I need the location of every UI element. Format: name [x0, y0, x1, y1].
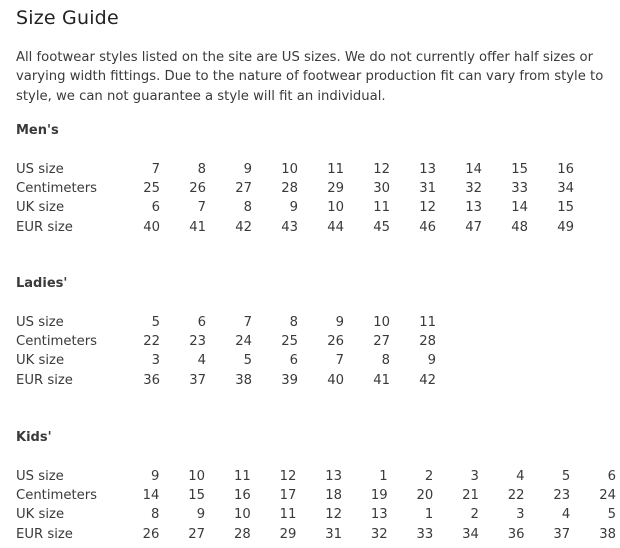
- size-value: 26: [327, 334, 344, 350]
- table-row: [16, 505, 616, 524]
- size-value: 14: [142, 488, 160, 504]
- size-value: 39: [281, 372, 298, 388]
- size-value: 32: [370, 526, 388, 542]
- size-value: 5: [607, 507, 616, 523]
- size-value: 10: [373, 315, 390, 330]
- size-value: 10: [327, 200, 344, 216]
- table-row: [16, 179, 574, 198]
- size-value: 40: [327, 372, 344, 388]
- size-value: 4: [197, 353, 206, 369]
- page-title: Size Guide: [16, 7, 119, 29]
- section-heading: Ladies': [16, 276, 68, 291]
- size-value: 44: [327, 219, 344, 235]
- table-row: [16, 218, 574, 237]
- size-value: 28: [281, 181, 298, 197]
- size-value: 1: [379, 469, 388, 484]
- size-value: 6: [151, 200, 160, 216]
- size-value: 32: [465, 181, 482, 197]
- size-value: 37: [189, 372, 206, 388]
- size-value: 8: [151, 507, 160, 523]
- size-value: 4: [516, 469, 525, 484]
- row-label: Centimeters: [16, 181, 98, 197]
- size-value: 31: [419, 181, 436, 197]
- size-value: 48: [511, 219, 528, 235]
- size-value: 25: [281, 334, 298, 350]
- size-value: 34: [462, 526, 479, 542]
- size-value: 38: [235, 372, 252, 388]
- intro-text: All footwear styles listed on the site are US sizes. We do not currently offer half sizes or varying width fittings. Due to the nature of footwear production fit can vary from style to style, we can not guarantee a style will fit an individual.: [16, 50, 604, 104]
- size-value: 11: [233, 469, 251, 484]
- kids-section: [16, 430, 616, 542]
- size-value: 29: [327, 181, 344, 197]
- size-value: 31: [325, 526, 342, 542]
- row-label: UK size: [16, 200, 65, 216]
- size-value: 13: [370, 507, 388, 523]
- size-value: 3: [151, 353, 160, 369]
- table-row: [16, 486, 616, 505]
- size-value: 8: [289, 315, 298, 330]
- section-heading: Men's: [16, 123, 59, 138]
- size-value: 14: [511, 200, 528, 216]
- size-value: 28: [419, 334, 436, 350]
- mens-section: [16, 123, 616, 235]
- row-label: US size: [16, 469, 64, 484]
- size-value: 16: [233, 488, 251, 504]
- size-value: 17: [279, 488, 297, 504]
- size-value: 9: [151, 469, 160, 484]
- size-value: 5: [561, 469, 571, 484]
- size-value: 49: [557, 219, 574, 235]
- size-value: 13: [419, 162, 436, 177]
- size-value: 15: [188, 488, 206, 504]
- size-value: 33: [416, 526, 434, 542]
- size-value: 8: [381, 353, 390, 369]
- size-value: 3: [516, 507, 525, 523]
- size-value: 7: [243, 315, 252, 330]
- size-value: 2: [424, 469, 434, 484]
- table-row: [16, 467, 616, 486]
- row-label: Centimeters: [16, 334, 98, 350]
- table-row: [16, 313, 436, 332]
- table-row: [16, 351, 436, 370]
- size-value: 22: [143, 334, 160, 350]
- row-label: EUR size: [16, 526, 73, 542]
- size-value: 41: [189, 219, 206, 235]
- size-value: 40: [143, 219, 160, 235]
- size-value: 10: [188, 469, 206, 484]
- size-value: 11: [373, 200, 390, 216]
- size-value: 7: [197, 200, 206, 216]
- size-value: 7: [335, 353, 344, 369]
- table-row: [16, 371, 436, 390]
- row-label: UK size: [16, 507, 65, 523]
- size-value: 24: [599, 488, 616, 504]
- size-value: 10: [281, 162, 298, 177]
- size-value: 4: [561, 507, 571, 523]
- size-value: 18: [325, 488, 342, 504]
- size-value: 9: [243, 162, 252, 177]
- size-value: 12: [419, 200, 436, 216]
- ladies-size-table: [16, 313, 436, 390]
- ladies-section: [16, 276, 616, 388]
- size-value: 16: [557, 162, 574, 177]
- size-value: 2: [470, 507, 479, 523]
- row-label: US size: [16, 162, 64, 177]
- size-value: 13: [325, 469, 342, 484]
- size-value: 15: [557, 200, 574, 216]
- size-value: 37: [553, 526, 571, 542]
- size-value: 20: [416, 488, 434, 504]
- size-value: 27: [235, 181, 252, 197]
- size-value: 8: [197, 162, 206, 177]
- size-value: 8: [243, 200, 252, 216]
- row-label: EUR size: [16, 372, 73, 388]
- size-value: 22: [507, 488, 525, 504]
- size-value: 9: [289, 200, 298, 216]
- row-label: US size: [16, 315, 64, 330]
- size-value: 25: [143, 181, 160, 197]
- size-value: 9: [196, 507, 206, 523]
- size-value: 43: [281, 219, 298, 235]
- size-value: 12: [373, 162, 390, 177]
- size-value: 33: [511, 181, 528, 197]
- size-value: 1: [424, 507, 434, 523]
- size-value: 47: [465, 219, 482, 235]
- row-label: UK size: [16, 353, 65, 369]
- size-value: 11: [419, 315, 436, 330]
- size-value: 13: [465, 200, 482, 216]
- size-value: 27: [188, 526, 206, 542]
- section-heading: Kids': [16, 430, 52, 445]
- size-value: 10: [233, 507, 251, 523]
- size-value: 5: [151, 315, 160, 330]
- size-value: 6: [289, 353, 298, 369]
- size-value: 26: [142, 526, 160, 542]
- size-value: 24: [235, 334, 252, 350]
- size-value: 11: [327, 162, 344, 177]
- size-value: 15: [511, 162, 528, 177]
- table-row: [16, 160, 574, 179]
- size-value: 14: [465, 162, 482, 177]
- size-value: 12: [279, 469, 297, 484]
- size-value: 19: [370, 488, 388, 504]
- size-value: 5: [243, 353, 252, 369]
- size-value: 23: [189, 334, 206, 350]
- kids-size-table: [16, 467, 616, 544]
- size-value: 30: [373, 181, 390, 197]
- size-value: 6: [197, 315, 206, 330]
- size-value: 21: [462, 488, 479, 504]
- table-row: [16, 525, 616, 544]
- size-value: 42: [235, 219, 252, 235]
- size-value: 42: [419, 372, 436, 388]
- size-value: 36: [507, 526, 525, 542]
- mens-size-table: [16, 160, 574, 237]
- table-row: [16, 332, 436, 351]
- size-value: 41: [373, 372, 390, 388]
- row-label: Centimeters: [16, 488, 98, 504]
- size-value: 46: [419, 219, 436, 235]
- row-label: EUR size: [16, 219, 73, 235]
- size-value: 26: [189, 181, 206, 197]
- size-value: 12: [325, 507, 342, 523]
- size-value: 23: [553, 488, 571, 504]
- size-value: 9: [335, 315, 344, 330]
- size-value: 29: [279, 526, 297, 542]
- size-value: 27: [373, 334, 390, 350]
- size-value: 45: [373, 219, 390, 235]
- table-row: [16, 198, 574, 217]
- size-value: 38: [599, 526, 616, 542]
- size-value: 34: [557, 181, 574, 197]
- size-value: 6: [607, 469, 616, 484]
- size-value: 7: [151, 162, 160, 177]
- size-value: 9: [427, 353, 436, 369]
- size-value: 3: [470, 469, 479, 484]
- size-value: 36: [143, 372, 160, 388]
- size-value: 28: [233, 526, 251, 542]
- size-value: 11: [279, 507, 297, 523]
